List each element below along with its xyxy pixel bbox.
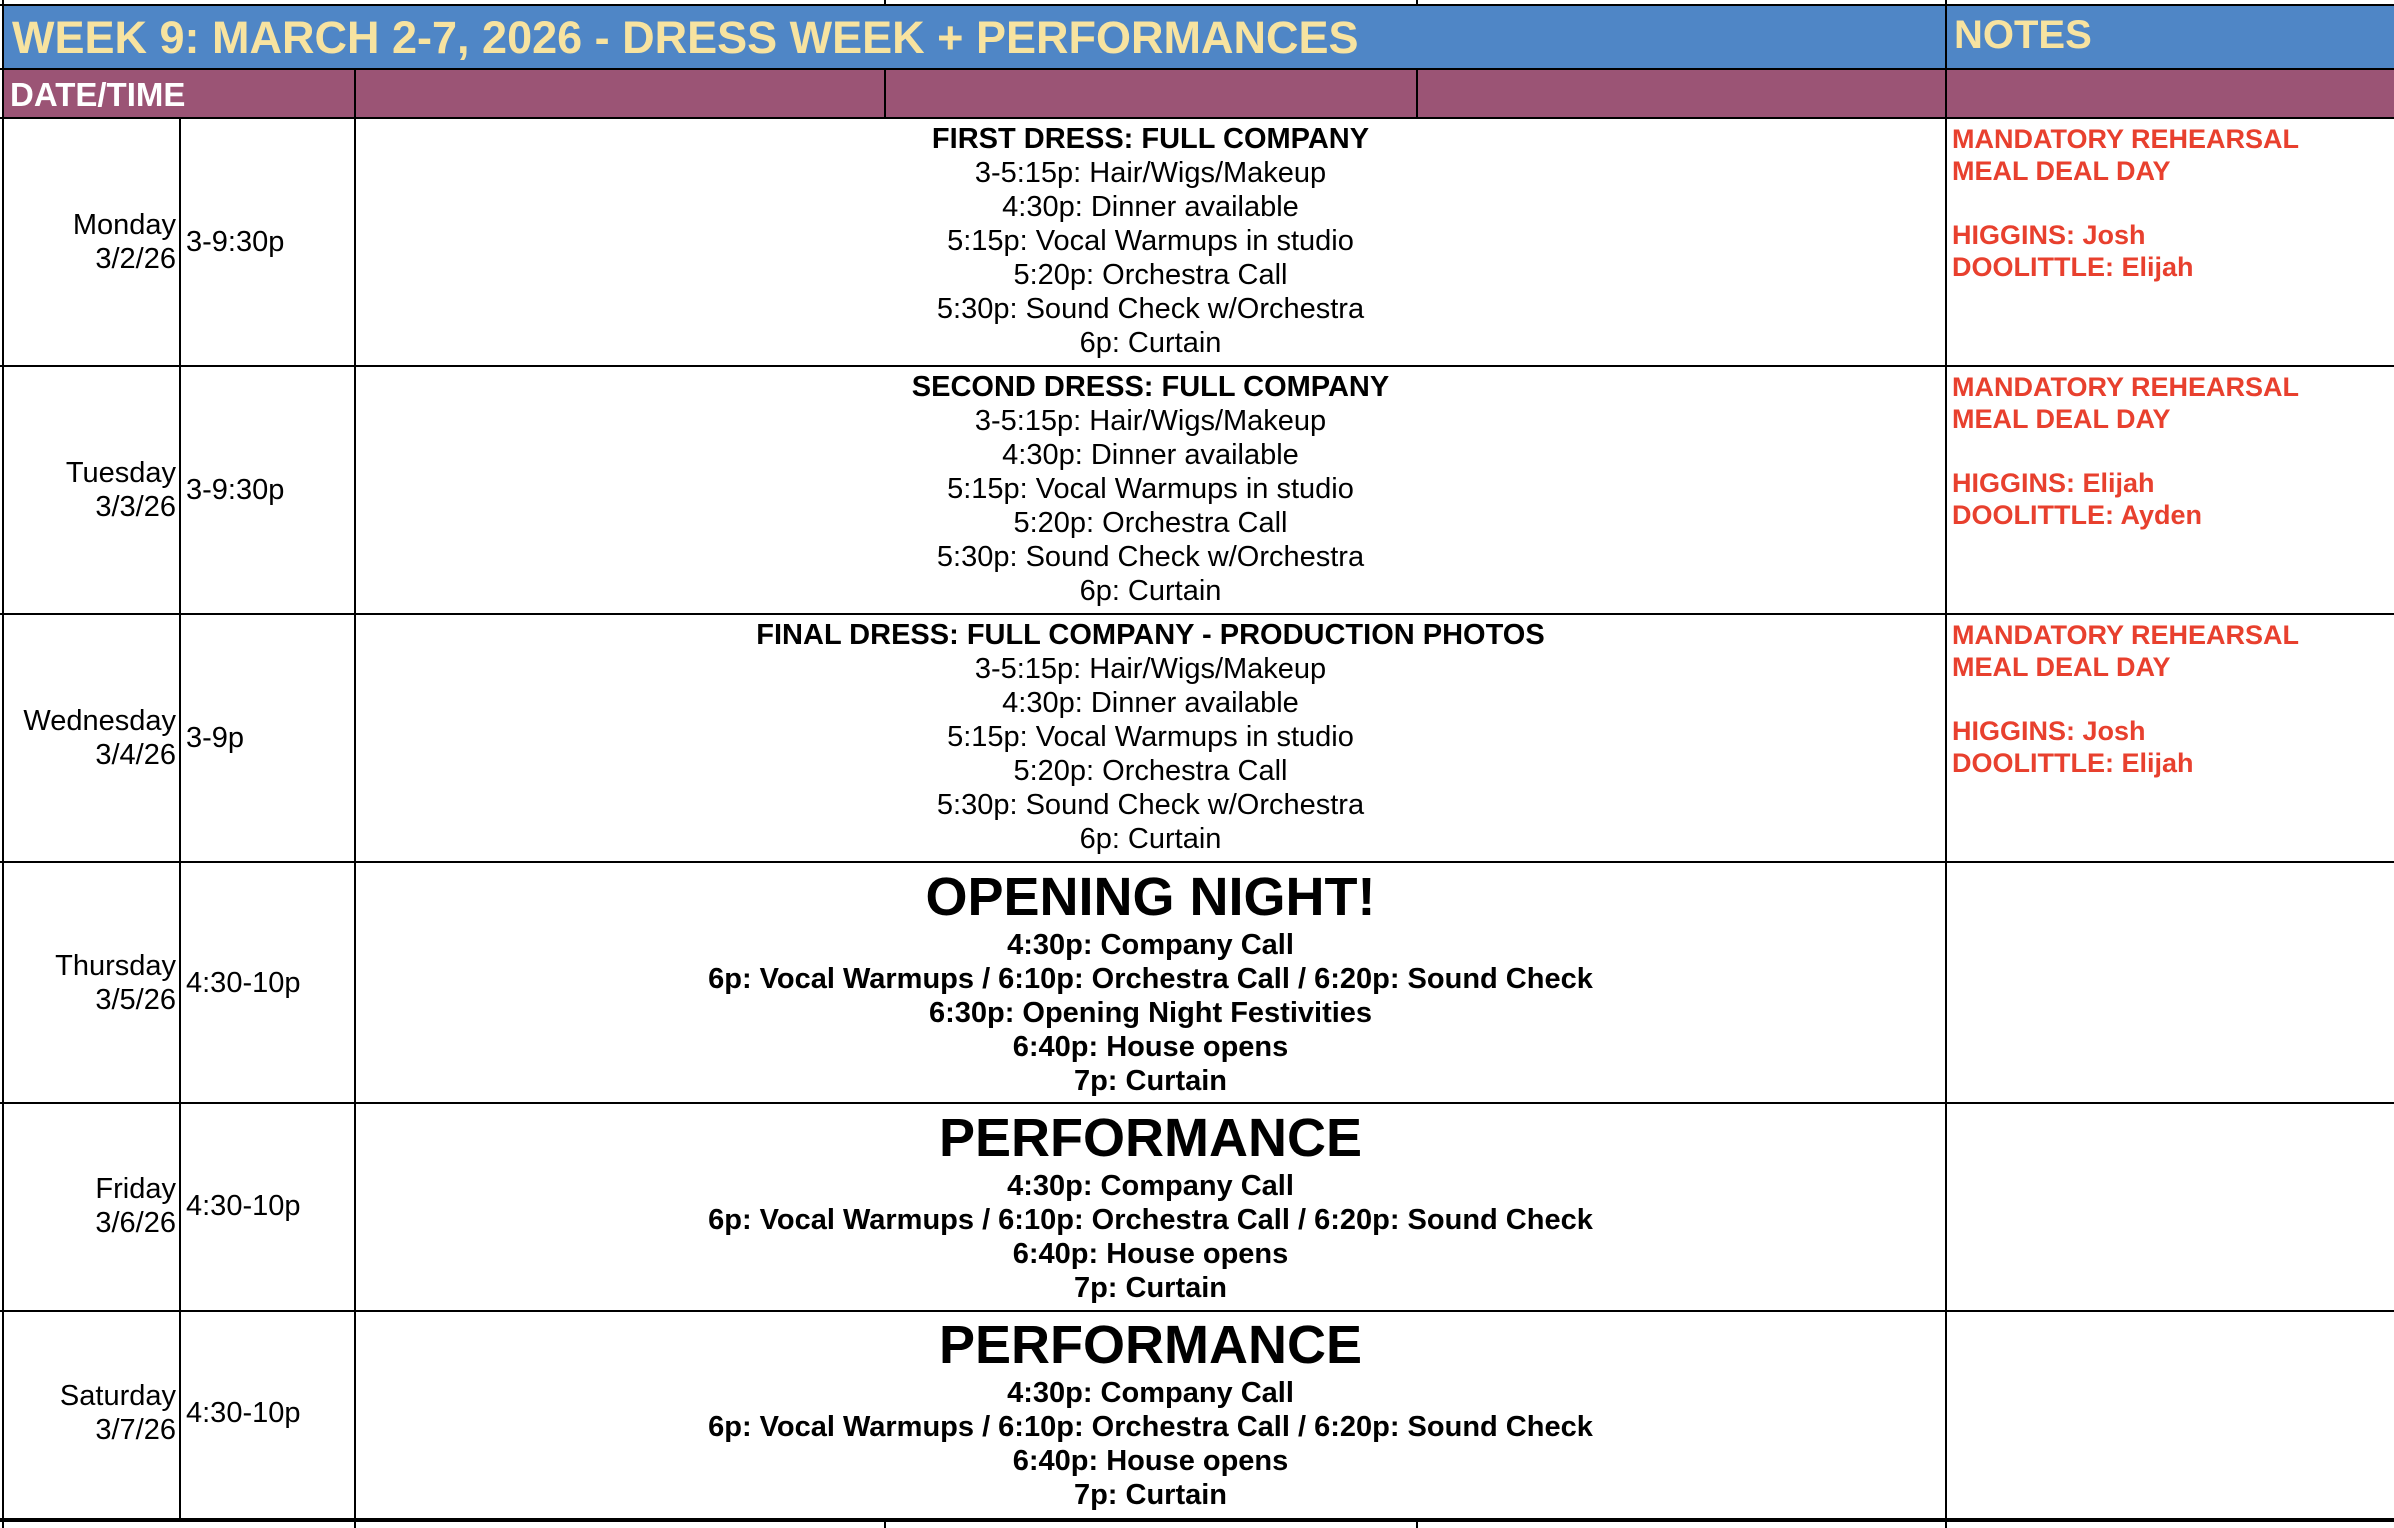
day-date: 3/3/26	[95, 491, 176, 523]
day-date-cell	[4, 208, 176, 276]
note-line: MANDATORY REHEARSAL	[1952, 372, 2300, 402]
grid-line	[884, 0, 886, 6]
schedule-line: 5:30p: Sound Check w/Orchestra	[936, 789, 1365, 821]
schedule-line: 6p: Vocal Warmups / 6:10p: Orchestra Call / 6:20p: Sound Check	[708, 1204, 1593, 1236]
schedule-line: 7p: Curtain	[1073, 1479, 1228, 1511]
schedule-line: 6:40p: House opens	[1012, 1031, 1289, 1063]
schedule-line: 6p: Curtain	[1079, 823, 1222, 855]
schedule-cell	[356, 866, 1945, 1098]
day-date: 3/5/26	[95, 984, 176, 1016]
note-line: HIGGINS: Josh	[1952, 220, 2146, 250]
schedule-line: 5:15p: Vocal Warmups in studio	[947, 473, 1354, 505]
day-name: Friday	[95, 1173, 176, 1205]
note-line: DOOLITTLE: Elijah	[1952, 252, 2194, 282]
notes-cell	[1952, 371, 2299, 531]
time-cell: 4:30-10p	[186, 1190, 301, 1222]
day-name: Thursday	[55, 950, 176, 982]
day-name: Monday	[72, 209, 176, 241]
day-date-cell	[4, 1172, 176, 1240]
grid-line	[0, 613, 2394, 615]
grid-line	[179, 117, 181, 1520]
day-date: 3/4/26	[95, 739, 176, 771]
schedule-line: 4:30p: Dinner available	[1002, 191, 1299, 223]
date-time-header-bar	[4, 70, 2394, 118]
schedule-line: 5:30p: Sound Check w/Orchestra	[936, 293, 1365, 325]
schedule-cell	[356, 370, 1945, 608]
day-date: 3/2/26	[95, 243, 176, 275]
day-date-cell	[4, 704, 176, 772]
schedule-title: OPENING NIGHT!	[925, 867, 1376, 927]
schedule-title: SECOND DRESS: FULL COMPANY	[911, 371, 1390, 403]
schedule-line: 4:30p: Dinner available	[1002, 439, 1299, 471]
grid-line	[884, 68, 886, 118]
schedule-cell	[356, 618, 1945, 856]
schedule-cell	[356, 122, 1945, 360]
schedule-line: 3-5:15p: Hair/Wigs/Makeup	[974, 157, 1327, 189]
notes-column-header: NOTES	[1954, 13, 2092, 57]
schedule-line: 3-5:15p: Hair/Wigs/Makeup	[974, 405, 1327, 437]
schedule-title: PERFORMANCE	[938, 1108, 1362, 1168]
day-name: Tuesday	[65, 457, 176, 489]
note-line: MEAL DEAL DAY	[1952, 652, 2171, 682]
schedule-line: 6:40p: House opens	[1012, 1445, 1289, 1477]
schedule-line: 4:30p: Company Call	[1007, 929, 1294, 961]
schedule-line: 4:30p: Company Call	[1007, 1377, 1294, 1409]
schedule-line: 6p: Vocal Warmups / 6:10p: Orchestra Call / 6:20p: Sound Check	[708, 1411, 1593, 1443]
note-line: MEAL DEAL DAY	[1952, 156, 2171, 186]
grid-line	[0, 861, 2394, 863]
grid-line	[0, 1102, 2394, 1104]
schedule-line: 5:15p: Vocal Warmups in studio	[947, 721, 1354, 753]
week-title: WEEK 9: MARCH 2-7, 2026 - DRESS WEEK + PERFORMANCES	[12, 12, 1359, 63]
note-line: MEAL DEAL DAY	[1952, 404, 2171, 434]
schedule-line: 5:30p: Sound Check w/Orchestra	[936, 541, 1365, 573]
note-line: DOOLITTLE: Elijah	[1952, 748, 2194, 778]
notes-cell	[1952, 619, 2299, 779]
grid-line	[1416, 68, 1418, 118]
schedule-line: 6p: Vocal Warmups / 6:10p: Orchestra Call / 6:20p: Sound Check	[708, 963, 1593, 995]
day-name: Wednesday	[23, 705, 176, 737]
time-cell: 3-9:30p	[186, 226, 285, 258]
schedule-cell	[356, 1314, 1945, 1512]
time-cell: 4:30-10p	[186, 967, 301, 999]
grid-line	[0, 1310, 2394, 1312]
schedule-line: 7p: Curtain	[1073, 1272, 1228, 1304]
grid-line	[0, 4, 2394, 6]
schedule-line: 5:20p: Orchestra Call	[1013, 755, 1288, 787]
grid-line	[0, 117, 2394, 119]
note-line: DOOLITTLE: Ayden	[1952, 500, 2202, 530]
grid-line	[1945, 0, 1947, 1528]
schedule-line: 4:30p: Dinner available	[1002, 687, 1299, 719]
schedule-line: 4:30p: Company Call	[1007, 1170, 1294, 1202]
schedule-line: 3-5:15p: Hair/Wigs/Makeup	[974, 653, 1327, 685]
schedule-title: FINAL DRESS: FULL COMPANY - PRODUCTION PHOTOS	[756, 619, 1545, 651]
note-line: MANDATORY REHEARSAL	[1952, 620, 2300, 650]
note-line: MANDATORY REHEARSAL	[1952, 124, 2300, 154]
day-name: Saturday	[59, 1380, 176, 1412]
grid-line	[1416, 1518, 1418, 1528]
note-line	[1952, 435, 2299, 467]
note-line	[1952, 187, 2299, 219]
schedule-line: 5:15p: Vocal Warmups in studio	[947, 225, 1354, 257]
date-time-column-header: DATE/TIME	[10, 76, 186, 113]
time-cell: 3-9:30p	[186, 474, 285, 506]
day-date: 3/6/26	[95, 1207, 176, 1239]
schedule-line: 5:20p: Orchestra Call	[1013, 259, 1288, 291]
grid-line	[1416, 0, 1418, 6]
note-line	[1952, 683, 2299, 715]
day-date-cell	[4, 456, 176, 524]
grid-line	[0, 365, 2394, 367]
schedule-line: 7p: Curtain	[1073, 1065, 1228, 1097]
schedule-title: FIRST DRESS: FULL COMPANY	[931, 123, 1370, 155]
grid-line	[884, 1518, 886, 1528]
note-line: HIGGINS: Elijah	[1952, 468, 2155, 498]
note-line: HIGGINS: Josh	[1952, 716, 2146, 746]
time-cell: 3-9p	[186, 722, 245, 754]
day-date-cell	[4, 1379, 176, 1447]
schedule-line: 6:40p: House opens	[1012, 1238, 1289, 1270]
grid-line	[0, 68, 2394, 70]
schedule-cell	[356, 1107, 1945, 1305]
schedule-line: 6p: Curtain	[1079, 327, 1222, 359]
schedule-line: 5:20p: Orchestra Call	[1013, 507, 1288, 539]
schedule-title: PERFORMANCE	[938, 1315, 1362, 1375]
grid-line	[0, 1518, 2394, 1522]
schedule-line: 6:30p: Opening Night Festivities	[928, 997, 1373, 1029]
day-date-cell	[4, 949, 176, 1017]
schedule-line: 6p: Curtain	[1079, 575, 1222, 607]
notes-cell	[1952, 123, 2299, 283]
time-cell: 4:30-10p	[186, 1397, 301, 1429]
day-date: 3/7/26	[95, 1414, 176, 1446]
